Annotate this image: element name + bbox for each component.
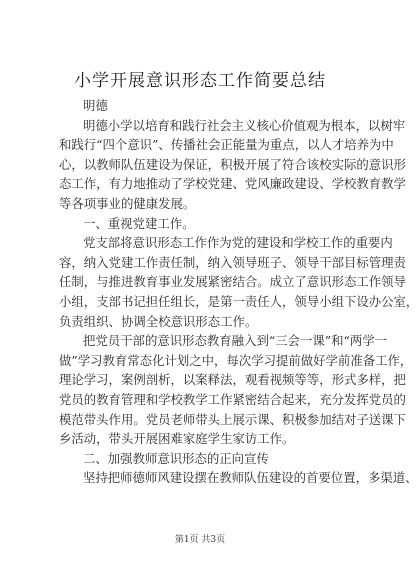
paragraph-line: 态工作，有力地推动了学校党建、党风廉政建设、学校教育教学 [59, 176, 406, 192]
paragraph-line: 容，纳入党建工作责任制，纳入领导班子、领导干部目标管理责 [59, 254, 406, 270]
paragraph-line: 明德小学以培育和践行社会主义核心价值观为根本，以树牢 [83, 117, 406, 133]
paragraph-line: 心，以教师队伍建设为保证，积极开展了符合该校实际的意识形 [59, 156, 406, 172]
paragraph-line: 等各项事业的健康发展。 [59, 195, 196, 211]
paragraph-line: 做”学习教育常态化计划之中，每次学习提前做好学前准备工作， [59, 352, 413, 368]
paragraph-line: 坚持把师德师风建设摆在教师队伍建设的首要位置，多渠道、 [83, 470, 418, 486]
paragraph-line: 理论学习，案例剖析，以案释法，观看视频等等，形式多样，把 [59, 372, 406, 388]
page-number: 第1页 共3页 [174, 535, 226, 545]
paragraph-line: 乡活动，带头开展困难家庭学生家访工作。 [59, 431, 295, 447]
paragraph-line: 党支部将意识形态工作作为党的建设和学校工作的重要内 [83, 235, 393, 251]
paragraph-line: 负责组织、协调全校意识形态工作。 [59, 313, 258, 329]
paragraph-line: 小组，支部书记担任组长，是第一责任人，领导小组下设办公室， [59, 293, 418, 309]
author-line: 明德 [83, 98, 108, 113]
section-heading: 二、加强教师意识形态的正向宣传 [83, 450, 269, 466]
document-body [59, 96, 418, 488]
paragraph-line: 和践行“四个意识”、传播社会正能量为重点，以人才培养为中 [59, 137, 394, 153]
paragraph-line: 任制，与推进教育事业发展紧密结合。成立了意识形态工作领导 [59, 274, 406, 290]
paragraph-line: 模范带头作用。党员老师带头上展示课、积极参加结对子送课下 [59, 411, 406, 427]
paragraph-line: 把党员干部的意识形态教育融入到“三会一课”和“两学一 [83, 333, 387, 349]
document-title: 小学开展意识形态工作简要总结 [74, 71, 326, 91]
section-heading: 一、重视党建工作。 [83, 215, 195, 231]
paragraph-line: 党员的教育管理和学校教学工作紧密结合起来，充分发挥党员的 [59, 391, 406, 407]
